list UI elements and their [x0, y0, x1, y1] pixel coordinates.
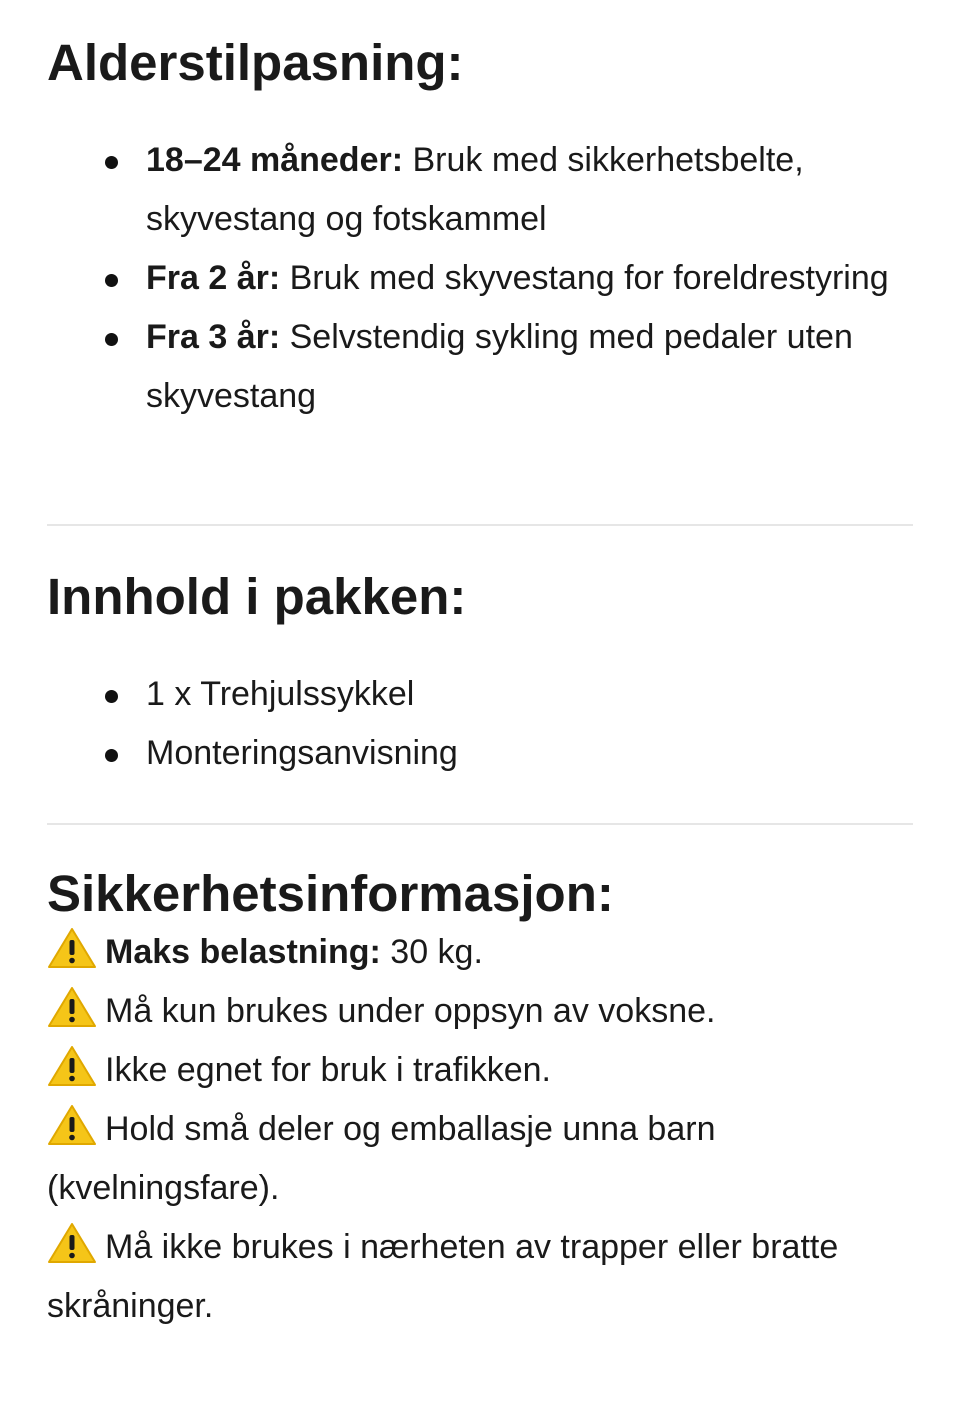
- age-heading: Alderstilpasning:: [47, 34, 464, 91]
- list-item: [47, 131, 913, 249]
- warning-icon: [47, 986, 97, 1028]
- safety-bold: Maks belastning:: [105, 933, 381, 971]
- bullet-icon: [105, 333, 118, 346]
- warning-icon: [47, 1104, 97, 1146]
- safety-item: [47, 982, 913, 1041]
- safety-text: Ikke egnet for bruk i trafikken.: [105, 1051, 551, 1089]
- safety-text: Må ikke brukes i nærheten av trapper eller bratte skråninger.: [47, 1228, 839, 1325]
- age-section: [47, 33, 913, 426]
- list-item: [47, 308, 913, 426]
- item-text: 1 x Trehjulssykkel: [146, 675, 415, 713]
- safety-item: [47, 1100, 913, 1218]
- item-bold: Fra 3 år:: [146, 318, 281, 356]
- item-bold: 18–24 måneder:: [146, 141, 404, 179]
- bullet-icon: [105, 274, 118, 287]
- divider: [47, 823, 913, 825]
- safety-item: [47, 923, 913, 982]
- safety-text: Hold små deler og emballasje unna barn (kvelningsfare).: [47, 1110, 716, 1207]
- item-text: Monteringsanvisning: [146, 734, 458, 772]
- bullet-icon: [105, 749, 118, 762]
- divider: [47, 524, 913, 526]
- item-bold: Fra 2 år:: [146, 259, 281, 297]
- list-item: [47, 249, 913, 308]
- item-text: Bruk med skyvestang for foreldrestyring: [280, 259, 889, 297]
- bullet-icon: [105, 156, 118, 169]
- safety-item: [47, 1218, 913, 1336]
- contents-section: [47, 567, 913, 783]
- warning-icon: [47, 1222, 97, 1264]
- list-item: [47, 724, 913, 783]
- safety-heading: Sikkerhetsinformasjon:: [47, 865, 614, 922]
- contents-heading: Innhold i pakken:: [47, 568, 467, 625]
- warning-icon: [47, 927, 97, 969]
- warning-icon: [47, 1045, 97, 1087]
- item-text: Selvstendig sykling med pedaler uten skyvestang: [146, 318, 853, 415]
- bullet-icon: [105, 690, 118, 703]
- safety-text: 30 kg.: [380, 933, 483, 971]
- item-text: Bruk med sikkerhetsbelte, skyvestang og fotskammel: [146, 141, 804, 238]
- contents-list: [47, 665, 913, 783]
- age-list: [47, 131, 913, 426]
- safety-item: [47, 1041, 913, 1100]
- safety-text: Må kun brukes under oppsyn av voksne.: [105, 992, 716, 1030]
- safety-section: [47, 864, 913, 1336]
- list-item: [47, 665, 913, 724]
